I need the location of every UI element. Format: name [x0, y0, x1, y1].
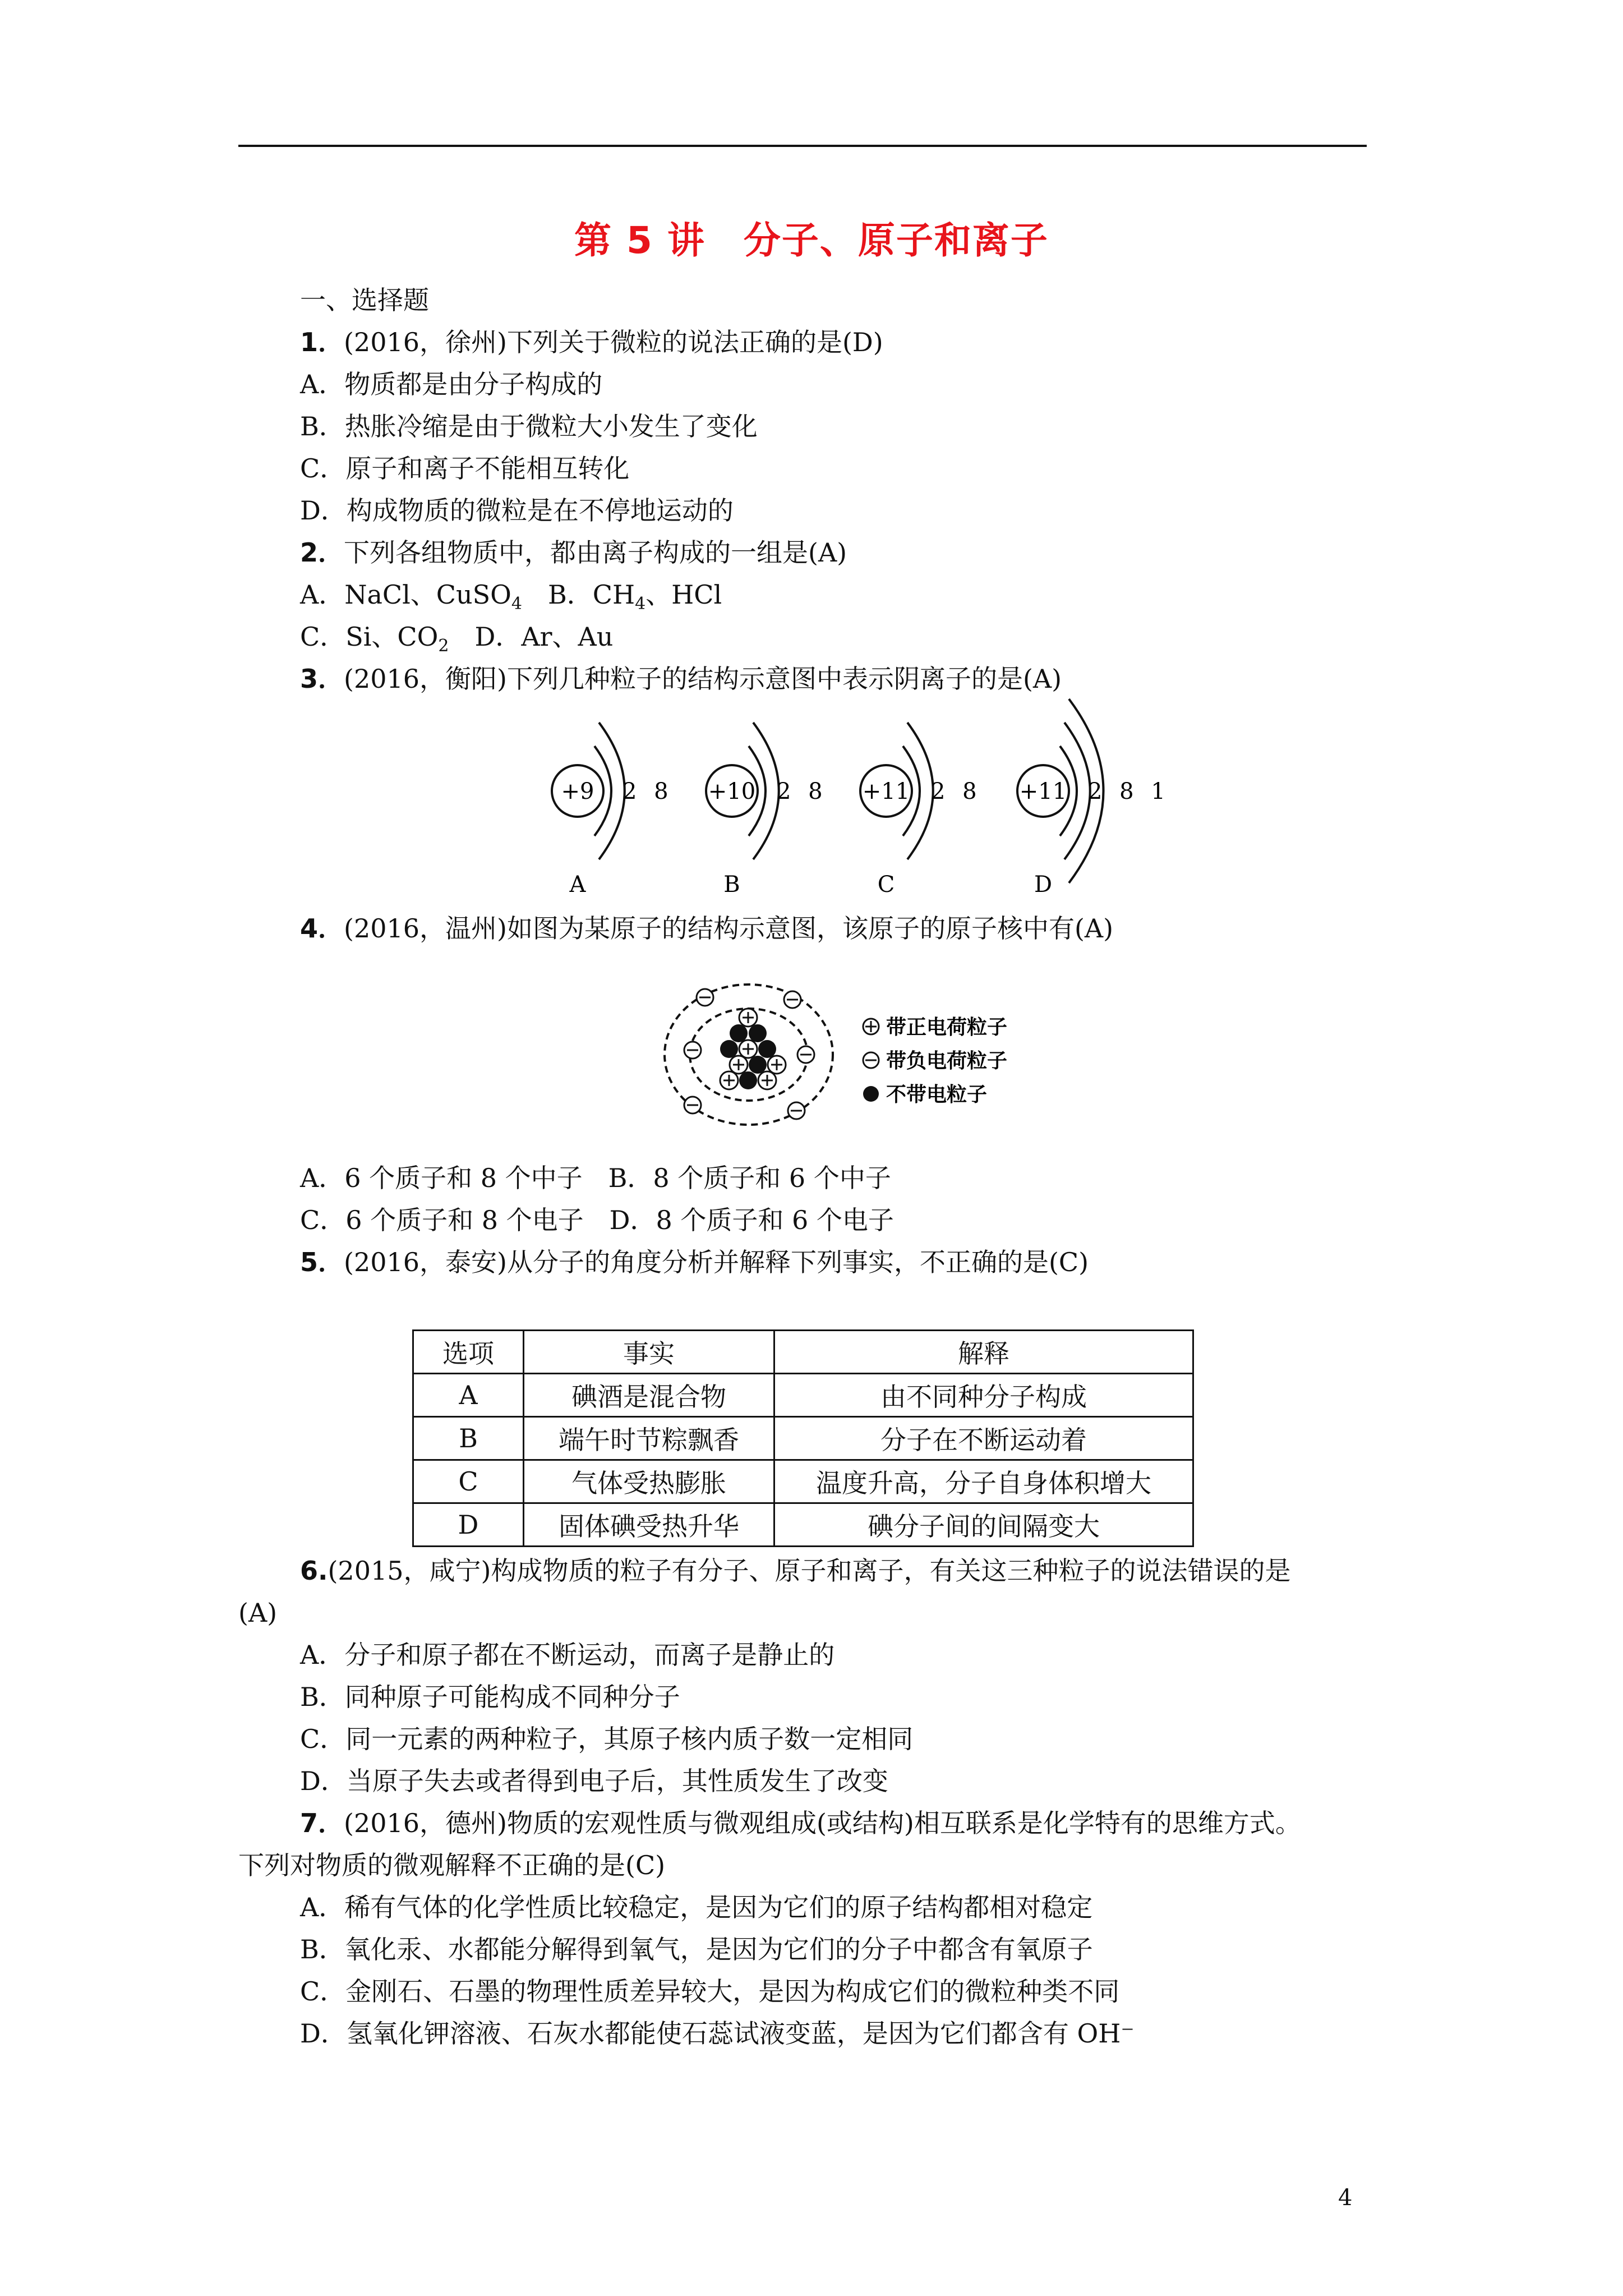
table-cell: B [413, 1417, 524, 1460]
table-cell: D [413, 1503, 524, 1547]
structure-diagram-d [1017, 699, 1165, 898]
question-6-stem-cont: (A) [238, 1598, 278, 1628]
formula-text: 、HCl [645, 579, 722, 610]
table-row [413, 1460, 1193, 1503]
nucleus [720, 1009, 786, 1089]
q1-option-d: D．构成物质的微粒是在不停地运动的 [300, 495, 734, 526]
q6-option-d: D．当原子失去或者得到电子后，其性质发生了改变 [300, 1766, 888, 1796]
question-7-stem [300, 1806, 1301, 1840]
q7-option-d: D．氢氧化钾溶液、石灰水都能使石蕊试液变蓝，是因为它们都含有 OH⁻ [300, 2018, 1135, 2049]
question-number: 6. [300, 1556, 328, 1586]
table-header: 事实 [524, 1331, 774, 1374]
subscript: 4 [635, 594, 646, 614]
formula-text: D．Ar、Au [449, 622, 614, 652]
diagram-label: A [569, 872, 586, 898]
section-heading: 一、选择题 [300, 285, 429, 315]
q6-option-a: A．分子和原子都在不断运动，而离子是静止的 [300, 1640, 835, 1670]
table-cell: 固体碘受热升华 [524, 1503, 774, 1547]
table-cell: 温度升高，分子自身体积增大 [774, 1460, 1193, 1503]
table-cell: 碘酒是混合物 [524, 1374, 774, 1417]
question-number: 1． [300, 327, 344, 357]
q2-options-cd [300, 620, 613, 663]
q1-option-c: C．原子和离子不能相互转化 [300, 453, 630, 484]
nucleus-charge: +10 [708, 779, 756, 804]
atom-structure-figure [659, 970, 1063, 1139]
table-row [413, 1374, 1193, 1417]
q6-option-b: B．同种原子可能构成不同种分子 [300, 1682, 680, 1712]
header-rule [238, 145, 1367, 147]
shell-electrons: 2 8 [623, 779, 668, 804]
table-cell: C [413, 1460, 524, 1503]
formula-text: B．CH [522, 579, 635, 610]
page-title: 第 5 讲 分子、原子和离子 [574, 219, 1049, 262]
q1-option-b: B．热胀冷缩是由于微粒大小发生了变化 [300, 411, 758, 441]
q7-option-a: A．稀有气体的化学性质比较稳定，是因为它们的原子结构都相对稳定 [300, 1892, 1093, 1922]
table-cell: 分子在不断运动着 [774, 1417, 1193, 1460]
shell-electrons: 2 8 [931, 779, 977, 804]
diagram-label: D [1034, 872, 1053, 898]
table-header: 解释 [774, 1331, 1193, 1374]
question-number: 7． [300, 1808, 344, 1838]
question-number: 3． [300, 664, 344, 694]
question-3-stem [300, 662, 1062, 696]
structure-diagram-a [552, 723, 668, 898]
question-5-stem [300, 1245, 1089, 1279]
legend-neutral-label: 不带电粒子 [886, 1083, 988, 1106]
q6-option-c: C．同一元素的两种粒子，其原子核内质子数一定相同 [300, 1724, 914, 1754]
question-text: (2016，温州)如图为某原子的结构示意图，该原子的原子核中有(A) [344, 913, 1114, 944]
question-text: (2016，衡阳)下列几种粒子的结构示意图中表示阴离子的是(A) [344, 664, 1062, 694]
table-cell: 气体受热膨胀 [524, 1460, 774, 1503]
question-text: 下列各组物质中，都由离子构成的一组是(A) [344, 537, 847, 568]
question-number: 5． [300, 1247, 344, 1277]
legend-positive-label: 带正电荷粒子 [886, 1016, 1008, 1039]
question-number: 4． [300, 913, 344, 944]
q2-options-ab [300, 578, 722, 621]
question-4-stem [300, 912, 1113, 945]
structure-diagram-b [706, 723, 823, 898]
structure-diagram-c [860, 723, 977, 898]
q5-table [412, 1329, 1194, 1547]
nucleus-charge: +11 [862, 779, 910, 804]
ion-structure-diagrams [0, 698, 1623, 912]
table-row [413, 1417, 1193, 1460]
subscript: 2 [438, 636, 449, 656]
shell-electrons: 2 8 1 [1088, 779, 1165, 804]
table-cell: 端午时节粽飘香 [524, 1417, 774, 1460]
question-text: (2016，泰安)从分子的角度分析并解释下列事实，不正确的是(C) [344, 1247, 1089, 1277]
table-cell: 碘分子间的间隔变大 [774, 1503, 1193, 1547]
question-6-stem [300, 1554, 1290, 1588]
table-header: 选项 [413, 1331, 524, 1374]
table-row [413, 1503, 1193, 1547]
nucleus-charge: +9 [561, 779, 594, 804]
diagram-label: B [723, 872, 740, 898]
q1-option-a: A．物质都是由分子构成的 [300, 369, 603, 399]
nucleus-charge: +11 [1019, 779, 1067, 804]
subscript: 4 [511, 594, 522, 614]
neutral-particle-icon [863, 1086, 879, 1102]
legend-negative-label: 带负电荷粒子 [886, 1050, 1008, 1073]
formula-text: A．NaCl、CuSO [300, 579, 511, 610]
diagram-label: C [877, 872, 895, 898]
table-cell: A [413, 1374, 524, 1417]
q4-options-ab: A．6 个质子和 8 个中子 B．8 个质子和 6 个中子 [300, 1163, 891, 1193]
question-text: (2016，徐州)下列关于微粒的说法正确的是(D) [344, 327, 883, 357]
q4-options-cd: C．6 个质子和 8 个电子 D．8 个质子和 6 个电子 [300, 1205, 894, 1235]
q7-option-c: C．金刚石、石墨的物理性质差异较大，是因为构成它们的微粒种类不同 [300, 1976, 1120, 2007]
table-cell: 由不同种分子构成 [774, 1374, 1193, 1417]
question-number: 2． [300, 537, 344, 568]
q7-option-b: B．氧化汞、水都能分解得到氧气，是因为它们的分子中都含有氧原子 [300, 1934, 1093, 1964]
table-header-row [413, 1331, 1193, 1374]
question-1-stem [300, 325, 883, 359]
formula-text: C．Si、CO [300, 622, 439, 652]
legend [863, 1016, 1007, 1106]
shell-electrons: 2 8 [777, 779, 823, 804]
question-text: (2015，咸宁)构成物质的粒子有分子、原子和离子，有关这三种粒子的说法错误的是 [328, 1556, 1291, 1586]
question-text: (2016，德州)物质的宏观性质与微观组成(或结构)相互联系是化学特有的思维方式。 [344, 1808, 1301, 1838]
page-number: 4 [1338, 2185, 1353, 2211]
question-7-stem-cont: 下列对物质的微观解释不正确的是(C) [238, 1850, 666, 1880]
question-2-stem [300, 536, 847, 569]
